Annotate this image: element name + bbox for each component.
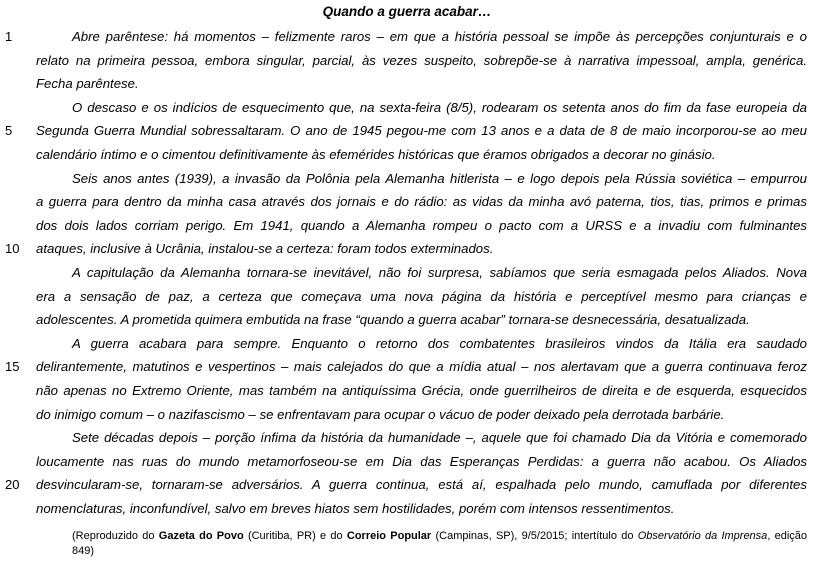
text-line: nomenclaturas, inconfundível, salvo em breves hiatos sem hostilidades, porém com intensos ressentimentos. [36,501,675,516]
source-mid-2: (Campinas, SP), 9/5/2015; intertítulo do [431,530,638,542]
text-line: adolescentes. A prometida quimera embutida na frase “quando a guerra acabar” tornara-se desnecessária, desatualizada. [36,312,750,328]
text-line: Sete décadas depois – porção ínfima da história da humanidade –, aquele que foi chamado Dia da Vitória e comemorado [72,430,807,446]
text-line: relato na primeira pessoa, embora singular, parcial, às vezes suspeito, sobrepõe-se à narrativa impessoal, ampla, genérica. [36,52,807,68]
source-mid-1: (Curitiba, PR) e do [243,530,347,542]
line-number: 15 [5,359,20,375]
text-line: calendário íntimo e o cimentou definitivamente às efemérides históricas que éramos obrigados a decorar no ginásio. [36,147,716,162]
text-line: Fecha parêntese. [36,76,139,92]
line-number: 10 [5,241,20,257]
source-suffix: , edição 849) [72,530,808,557]
source-note [72,529,807,559]
text-line: ataques, inclusive à Ucrânia, instalou-se a certeza: foram todos exterminados. [36,241,494,257]
text-line: Segunda Guerra Mundial sobressaltaram. O ano de 1945 pegou-me com 13 anos e a data de 8 de maio incorporou-se ao meu [36,123,807,139]
text-line: A guerra acabara para sempre. Enquanto o retorno dos combatentes brasileiros vindos da Itália era saudado [72,335,807,351]
text-line: era a sensação de paz, a certeza que começava uma nova página da história e perceptível mesmo para crianças e [36,288,807,304]
line-number: 1 [5,29,13,44]
source-prefix: (Reproduzido do [72,530,159,542]
article-title: Quando a guerra acabar… [322,4,492,19]
text-line: loucamente nas ruas do mundo metamorfoseou-se em Dia das Esperanças Perdidas: a guerra não acabou. Os Aliados [36,453,807,469]
text-line: a guerra para dentro da minha casa através dos jornais e do rádio: as vidas da minha avó paterna, tios, tias, primos e primas [36,194,807,210]
text-line: O descaso e os indícios de esquecimento que, na sexta-feira (8/5), rodearam os setenta anos do fim da fase europeia da [72,99,807,115]
text-line: desvincularam-se, tornaram-se adversários. A guerra continua, está aí, espalhada pelo mundo, camuflada por diferentes [36,477,807,493]
line-number: 5 [5,123,13,139]
source-paper-correio: Correio Popular [346,530,432,542]
text-line: Abre parêntese: há momentos – felizmente raros – em que a história pessoal se impõe às percepções conjunturais e o [72,29,807,44]
line-number: 20 [5,477,20,493]
text-line: A capitulação da Alemanha tornara-se inevitável, não foi surpresa, sabíamos que seria esmagada pelos Aliados. Nova [72,265,807,280]
text-line: do inimigo comum – o nazifascismo – se enfrentavam para ocupar o vácuo de poder deixado pela derrotada barbárie. [36,406,725,422]
text-line: não apenas no Extremo Oriente, mas também na antiquíssima Grécia, onde guerrilheiros de direita e de esquerda, esquecidos [36,383,807,398]
text-line: dos dois lados corriam perigo. Em 1941, quando a Alemanha rompeu o pacto com a URSS e a invadiu com fulminantes [36,217,807,233]
text-line: Seis anos antes (1939), a invasão da Polônia pela Alemanha hitlerista – e logo depois pela Rússia soviética – empurrou [72,170,807,186]
source-paper-gazeta: Gazeta do Povo [158,530,244,542]
text-line: delirantemente, matutinos e vespertinos – mais calejados do que a mídia atual – nos alertavam que a guerra continuava feroz [36,359,807,375]
source-observatorio: Observatório da Imprensa [637,530,768,542]
